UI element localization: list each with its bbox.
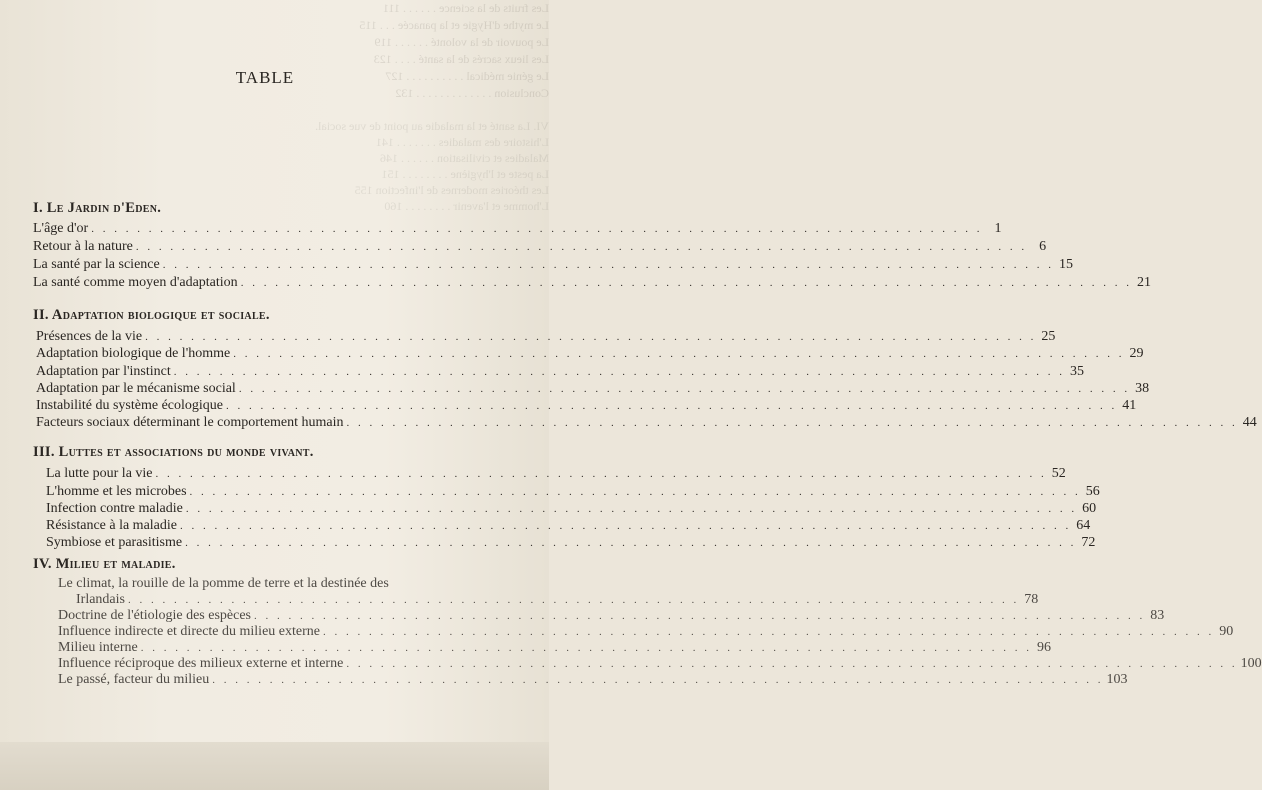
entry-label: Influence réciproque des milieux externe et interne (58, 656, 344, 671)
entry-label: Le passé, facteur du milieu (58, 672, 210, 687)
entry-label: Adaptation biologique de l'homme (36, 346, 231, 361)
leader-dots (156, 468, 1047, 480)
show-through-text-lower: VI. La santé et la maladie au point de vue social. L'histoire des maladies . . . . . . . 141 Maladies et civilisation . . . . . . 146 La peste et l'hygiène . . . . . . . . 151 Les théories modernes de l'infection 155 L'homme et l'avenir . . . . . . . . 160 (315, 119, 549, 213)
entry-page: 1 (994, 221, 1002, 236)
entry-page: 56 (1085, 484, 1100, 499)
toc-entry[interactable] (46, 466, 1066, 484)
leader-dots (128, 594, 1019, 606)
entry-page: 44 (1242, 415, 1257, 430)
toc-entry[interactable] (36, 346, 1144, 364)
entry-page: 64 (1076, 518, 1091, 533)
entry-label: Milieu interne (58, 640, 138, 655)
entry-label: Adaptation par le mécanisme social (36, 381, 236, 396)
toc-entry[interactable] (36, 329, 1056, 347)
leader-dots (226, 400, 1117, 412)
leader-dots (212, 674, 1103, 686)
entry-page: 52 (1051, 466, 1066, 481)
entry-label: Irlandais (76, 592, 125, 607)
entry-label: Infection contre maladie (46, 501, 183, 516)
toc-entry[interactable] (36, 415, 1257, 433)
entry-label: La santé comme moyen d'adaptation (33, 275, 238, 290)
entry-label: Doctrine de l'étiologie des espèces (58, 608, 252, 623)
leader-dots (145, 331, 1036, 343)
entry-label: Le climat, la rouille de la pomme de terre et la destinée des (58, 576, 389, 591)
leader-dots (190, 486, 1081, 498)
leader-dots (186, 503, 1077, 515)
page-bottom-edge (0, 742, 549, 790)
toc-entry[interactable] (46, 501, 1097, 519)
section-heading-3: III. Luttes et associations du monde vivant. (33, 444, 314, 460)
leader-dots (233, 348, 1124, 360)
show-through-text: Les fruits de la science . . . . . . 111 Le mythe d'Hygie et la panacée . . . 115 Le pouvoir de la volonté . . . . . . 119 Les lieux sacrés de la santé . . . . 123 Le génie médical . . . . . . . . . . 127 Conclusion . . . . . . . . . . . . . 132 (359, 1, 549, 100)
entry-page: 90 (1219, 624, 1234, 639)
entry-label: Instabilité du système écologique (36, 398, 224, 413)
section-heading-2: II. Adaptation biologique et sociale. (33, 307, 270, 323)
toc-entry[interactable] (33, 275, 1151, 293)
entry-page: 72 (1081, 535, 1096, 550)
leader-dots (185, 537, 1076, 549)
entry-label: La lutte pour la vie (46, 466, 153, 481)
entry-page: 21 (1136, 275, 1151, 290)
toc-entry[interactable] (46, 535, 1096, 553)
entry-page: 96 (1036, 640, 1051, 655)
leader-dots (239, 383, 1130, 395)
leader-dots (346, 658, 1237, 670)
page-title: TABLE (235, 68, 295, 87)
entry-page: 60 (1082, 501, 1097, 516)
entry-page: 41 (1122, 398, 1137, 413)
leader-dots (347, 417, 1238, 429)
entry-label: La santé par la science (33, 257, 160, 272)
leader-dots (174, 366, 1065, 378)
entry-page: 38 (1135, 381, 1150, 396)
toc-entry[interactable] (58, 672, 1128, 690)
entry-label: Présences de la vie (36, 329, 143, 344)
leader-dots (91, 223, 982, 235)
entry-page: 103 (1106, 672, 1128, 687)
entry-label: Adaptation par l'instinct (36, 364, 171, 379)
toc-entry[interactable] (36, 381, 1150, 399)
toc-entry[interactable] (33, 257, 1073, 275)
entry-page: 29 (1129, 346, 1144, 361)
entry-page: 15 (1058, 257, 1073, 272)
entry-label: Symbiose et parasitisme (46, 535, 183, 550)
toc-entry[interactable] (36, 364, 1084, 382)
leader-dots (180, 520, 1071, 532)
entry-label: Influence indirecte et directe du milieu externe (58, 624, 320, 639)
leader-dots (254, 610, 1145, 622)
leader-dots (163, 259, 1054, 271)
entry-page: 25 (1041, 329, 1056, 344)
entry-label: Résistance à la maladie (46, 518, 177, 533)
toc-entry[interactable] (36, 398, 1137, 416)
leader-dots (141, 642, 1032, 654)
entry-label: L'homme et les microbes (46, 484, 187, 499)
entry-page: 100 (1240, 656, 1262, 671)
entry-page: 35 (1069, 364, 1084, 379)
toc-entry[interactable] (33, 239, 1047, 257)
entry-page: 6 (1039, 239, 1047, 254)
toc-entry[interactable] (33, 221, 1002, 239)
entry-label: Retour à la nature (33, 239, 133, 254)
entry-label: Facteurs sociaux déterminant le comportement humain (36, 415, 344, 430)
toc-entry[interactable] (46, 484, 1100, 502)
entry-page: 78 (1024, 592, 1039, 607)
section-heading-1: I. Le Jardin d'Eden. (33, 200, 162, 216)
entry-page: 83 (1150, 608, 1165, 623)
leader-dots (136, 241, 1027, 253)
entry-label: L'âge d'or (33, 221, 89, 236)
leader-dots (323, 626, 1214, 638)
section-heading-4: IV. Milieu et maladie. (33, 556, 176, 572)
leader-dots (241, 277, 1132, 289)
toc-entry[interactable] (46, 518, 1091, 536)
